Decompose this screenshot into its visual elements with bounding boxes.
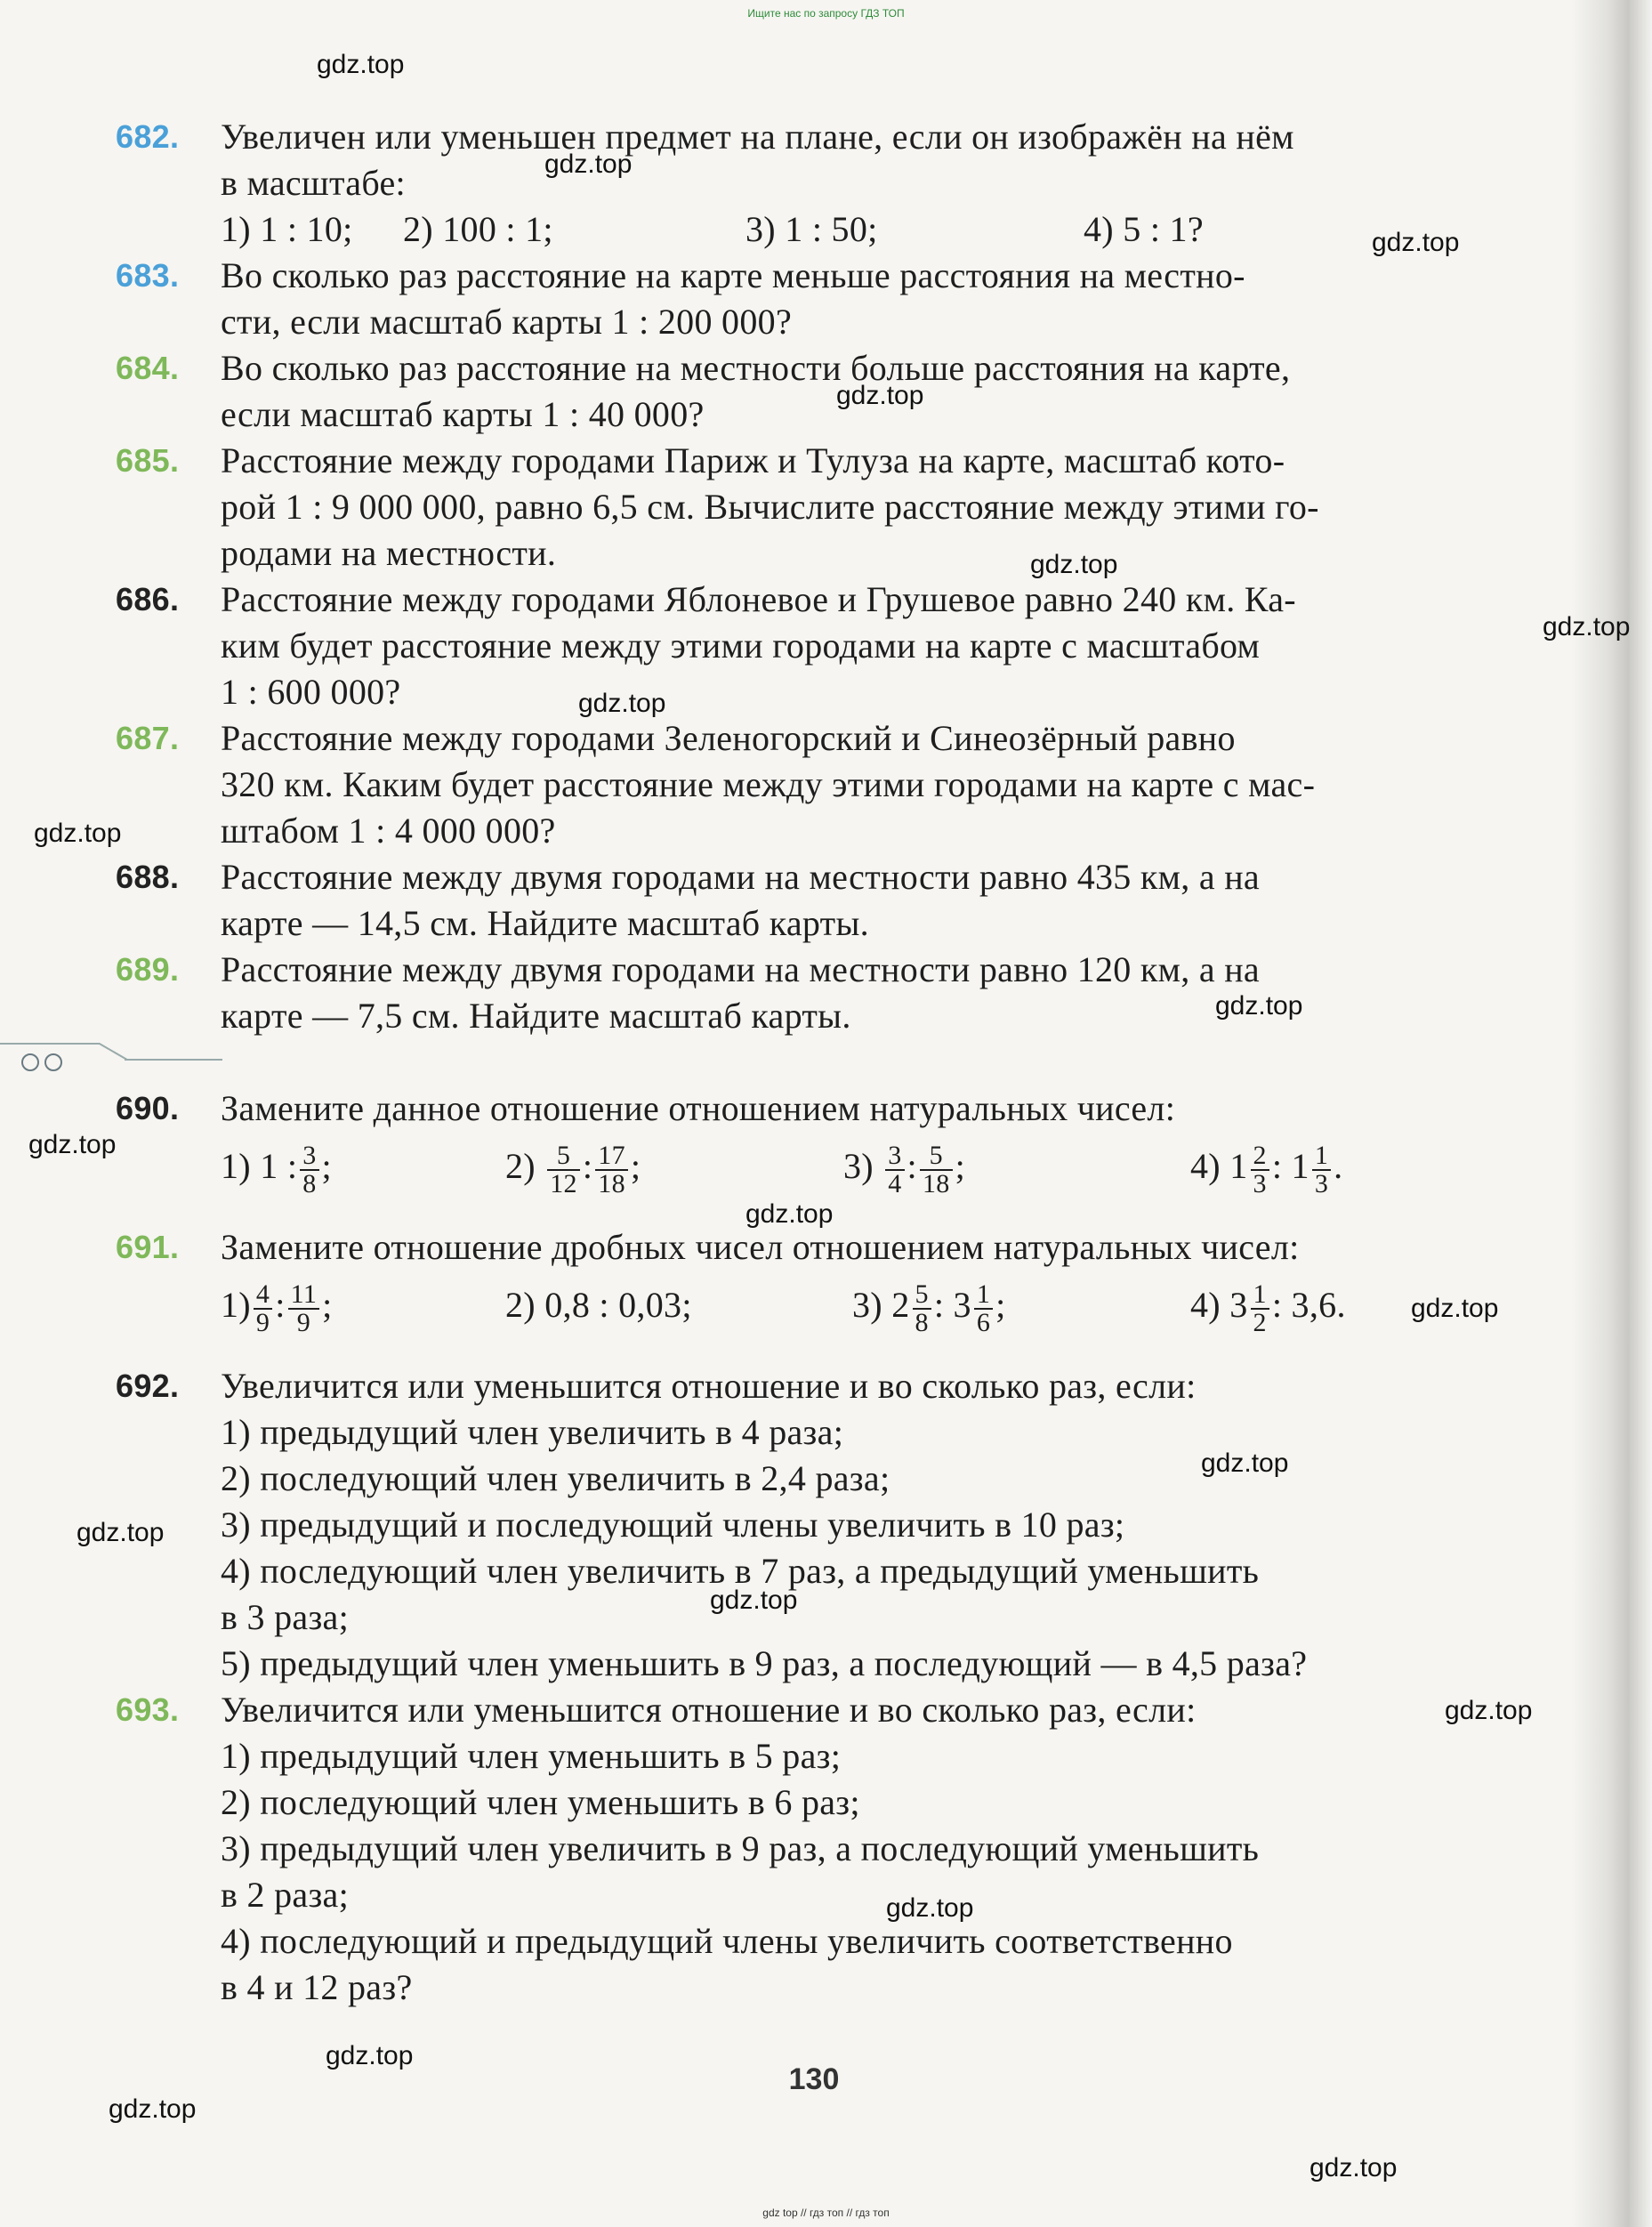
problem-number: 686. — [116, 581, 180, 617]
problem-682 — [116, 114, 1512, 253]
problem-number: 685. — [116, 442, 180, 479]
watermark: gdz.top — [1543, 612, 1631, 641]
problem-text-line: 1) предыдущий член уменьшить в 5 раз; — [221, 1736, 842, 1776]
watermark: gdz.top — [28, 1130, 117, 1159]
problem-text-line: рой 1 : 9 000 000, равно 6,5 см. Вычислите расстояние между этими го- — [221, 487, 1319, 527]
problem-683 — [116, 253, 1512, 345]
problem-text-line: Расстояние между городами Париж и Тулуза на карте, масштаб кото- — [221, 440, 1285, 480]
problem-text-line: 1) предыдущий член увеличить в 4 раза; — [221, 1412, 844, 1452]
problem-text-line: 320 км. Каким будет расстояние между этими городами на карте с мас- — [221, 764, 1316, 804]
problem-text-line: в 3 раза; — [221, 1597, 350, 1637]
problem-text-line: 2) последующий член увеличить в 2,4 раза; — [221, 1458, 890, 1498]
problem-text-line: 3) предыдущий и последующий члены увеличить в 10 раз; — [221, 1505, 1125, 1545]
problem-text-line: Расстояние между двумя городами на местности равно 120 км, а на — [221, 949, 1260, 989]
problem-686 — [116, 577, 1512, 718]
option: 4) 1 $\frac{2}{3}$ : 1 $\frac{1}{3}$ . — [1190, 1140, 1343, 1198]
problem-text-line: 4) последующий член увеличить в 7 раз, а предыдущий уменьшить — [221, 1551, 1260, 1591]
watermark: gdz.top — [1411, 1294, 1499, 1323]
problem-692 — [116, 1363, 1512, 1687]
problem-number: 692. — [116, 1368, 180, 1404]
problem-text-line: Замените данное отношение отношением натуральных чисел: — [221, 1088, 1176, 1128]
option: 2) 100 : 1; — [403, 209, 553, 249]
fraction: $\frac{17}{18}$ — [595, 1142, 628, 1198]
fraction: $\frac{5}{12}$ — [547, 1142, 580, 1198]
page-edge-shadow — [1572, 0, 1652, 2227]
problem-text-line: Расстояние между двумя городами на местности равно 435 км, а на — [221, 857, 1260, 897]
problem-684 — [116, 345, 1512, 438]
watermark: gdz.top — [317, 50, 405, 79]
problem-685 — [116, 438, 1512, 577]
problem-690 — [116, 1085, 1512, 1201]
problem-number: 683. — [116, 257, 180, 294]
page-number: 130 — [788, 2062, 840, 2096]
watermark: gdz.top — [544, 149, 633, 179]
watermark: gdz.top — [1372, 228, 1460, 257]
problem-687 — [116, 715, 1512, 854]
problem-number: 687. — [116, 720, 180, 756]
fraction: $\frac{1}{3}$ — [1312, 1142, 1331, 1198]
option: 1) 1 : $\frac{3}{8}$ ; — [221, 1140, 332, 1198]
problem-text-line: Увеличится или уменьшится отношение и во сколько раз, если: — [221, 1366, 1197, 1406]
problem-text-line: если масштаб карты 1 : 40 000? — [221, 394, 705, 434]
fraction: $\frac{1}{2}$ — [1251, 1281, 1269, 1336]
problem-number: 691. — [116, 1229, 180, 1265]
problem-688 — [116, 854, 1512, 947]
fraction: $\frac{1}{6}$ — [974, 1281, 993, 1336]
watermark: gdz.top — [745, 1199, 834, 1229]
problem-text-line: Расстояние между городами Зеленогорский и Синеозёрный равно — [221, 718, 1236, 758]
option: 2) 0,8 : 0,03; — [505, 1285, 692, 1325]
problem-number: 684. — [116, 350, 180, 386]
fraction: $\frac{3}{8}$ — [300, 1142, 318, 1198]
problem-693 — [116, 1687, 1512, 2011]
watermark: gdz.top — [836, 381, 924, 410]
problem-text-line: в 4 и 12 раз? — [221, 1967, 413, 2007]
problem-text-line: Расстояние между городами Яблоневое и Грушевое равно 240 км. Ка- — [221, 579, 1296, 619]
watermark: gdz.top — [109, 2094, 197, 2124]
option: 4) 3 $\frac{1}{2}$ : 3,6. — [1190, 1279, 1346, 1337]
option: 3) $\frac{3}{4}$ : $\frac{5}{18}$ ; — [843, 1140, 965, 1198]
problem-number: 690. — [116, 1090, 180, 1126]
problem-text-line: в масштабе: — [221, 163, 406, 203]
option: 3) 1 : 50; — [745, 209, 878, 249]
problem-text-line: ким будет расстояние между этими городами на карте с масштабом — [221, 625, 1261, 666]
fraction: $\frac{5}{8}$ — [913, 1281, 931, 1336]
answer-options — [221, 1271, 1512, 1340]
problem-text-line: 5) предыдущий член уменьшить в 9 раз, а последующий — в 4,5 раза? — [221, 1643, 1308, 1683]
top-note: Ищите нас по запросу ГДЗ ТОП — [747, 7, 905, 20]
problem-text-line: карте — 14,5 см. Найдите масштаб карты. — [221, 903, 869, 943]
problem-text-line: штабом 1 : 4 000 000? — [221, 811, 556, 851]
option: 3) 2 $\frac{5}{8}$ : 3 $\frac{1}{6}$ ; — [852, 1279, 1006, 1337]
fraction: $\frac{11}{9}$ — [288, 1281, 320, 1336]
option: 1) 1 : 10; — [221, 209, 353, 249]
problem-number: 682. — [116, 118, 180, 155]
watermark: gdz.top — [578, 689, 666, 718]
problem-number: 689. — [116, 951, 180, 988]
problem-text-line: 2) последующий член уменьшить в 6 раз; — [221, 1782, 860, 1822]
problem-text-line: родами на местности. — [221, 533, 557, 573]
problem-text-line: Во сколько раз расстояние на карте меньше расстояния на местно- — [221, 255, 1245, 295]
problem-689 — [116, 947, 1512, 1039]
problem-text-line: в 2 раза; — [221, 1875, 350, 1915]
problem-text-line: сти, если масштаб карты 1 : 200 000? — [221, 302, 793, 342]
fraction: $\frac{4}{9}$ — [254, 1281, 272, 1336]
problem-text-line: Замените отношение дробных чисел отношением натуральных чисел: — [221, 1227, 1300, 1267]
watermark: gdz.top — [1030, 550, 1118, 579]
footer-note: gdz top // гдз топ // гдз топ — [762, 2207, 890, 2219]
answer-options — [221, 206, 1512, 253]
option: 2) $\frac{5}{12}$ : $\frac{17}{18}$ ; — [505, 1140, 641, 1198]
problem-number: 688. — [116, 859, 180, 895]
problem-text-line: Увеличится или уменьшится отношение и во сколько раз, если: — [221, 1690, 1197, 1730]
problem-text-line: 4) последующий и предыдущий члены увеличить соответственно — [221, 1921, 1233, 1961]
fraction: $\frac{5}{18}$ — [920, 1142, 953, 1198]
fraction: $\frac{2}{3}$ — [1251, 1142, 1269, 1198]
problem-text-line: 1 : 600 000? — [221, 672, 401, 712]
watermark: gdz.top — [710, 1586, 798, 1615]
watermark: gdz.top — [1310, 2153, 1398, 2183]
problem-text-line: карте — 7,5 см. Найдите масштаб карты. — [221, 996, 851, 1036]
answer-options — [221, 1132, 1512, 1201]
watermark: gdz.top — [326, 2041, 414, 2070]
watermark: gdz.top — [34, 819, 122, 848]
problem-text-line: Во сколько раз расстояние на местности больше расстояния на карте, — [221, 348, 1291, 388]
watermark: gdz.top — [1215, 991, 1303, 1021]
problem-text-line: Увеличен или уменьшен предмет на плане, если он изображён на нём — [221, 117, 1294, 157]
watermark: gdz.top — [1201, 1448, 1289, 1478]
fraction: $\frac{3}{4}$ — [885, 1142, 904, 1198]
watermark: gdz.top — [1445, 1696, 1533, 1725]
problem-text-line: 3) предыдущий член увеличить в 9 раз, а последующий уменьшить — [221, 1828, 1260, 1868]
problem-691 — [116, 1224, 1512, 1340]
option: 1) $\frac{4}{9}$ : $\frac{11}{9}$ ; — [221, 1279, 333, 1337]
watermark: gdz.top — [886, 1893, 974, 1923]
problem-number: 693. — [116, 1691, 180, 1728]
option: 4) 5 : 1? — [1084, 209, 1204, 249]
watermark: gdz.top — [77, 1518, 165, 1547]
